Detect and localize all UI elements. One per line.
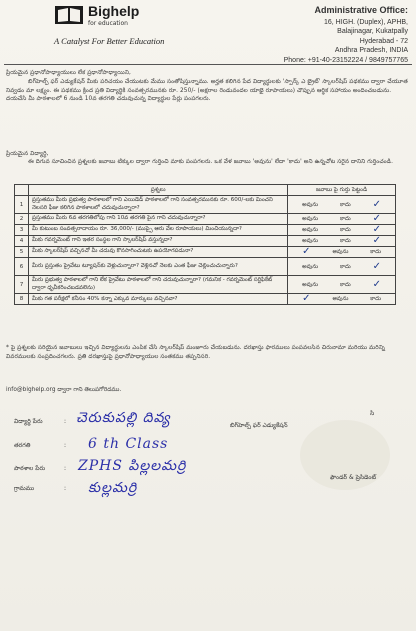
yes-option[interactable]: అవును — [302, 281, 319, 288]
organisation-signature: బిగ్‌హెల్ప్ ఫర్ ఎడ్యుకేషన్ — [230, 422, 288, 429]
question-text: మీకు గత పరీక్షలో కనీసం 40% కన్నా ఎక్కువ మార్కులు వచ్చినవా? — [28, 294, 287, 305]
yes-option[interactable]: అవును — [302, 201, 319, 208]
intro-paragraph: బిగ్‌హెల్ప్ ఫర్ ఎడ్యుకేషన్ మీకు పరిచయం చేయుటకు మేము సంతోషిస్తున్నాము. అర్హత కలిగిన పేద విద్యార్థులకు 'స్పార్క్ ఎ బ్రైట్' స్కాలర్‌షిప్ పథకము ద్వారా చేయూత నివ్వడం మా లక్ష్యం. ఈ పథకము క్రింద ప్రతి విద్యార్థికి సంవత్సరమునకు రూ. 250/- (అక్షరాల రెండువందల యాభై రూపాయలు) చొప్పున ఆర్థిక సహాయం అందించబడును. దయచేసి మీ పాఠశాలలో 6 నుండి 10వ తరగతి చదువుచున్న విద్యార్థుల పేర్లు పంపగలరు. — [6, 79, 408, 103]
tick-mark-icon: ✓ — [372, 224, 382, 236]
tagline: A Catalyst For Better Education — [54, 36, 165, 46]
school-label: పాఠశాల పేరు — [14, 465, 46, 472]
no-option[interactable]: కాదు — [339, 216, 351, 223]
row-number: 4 — [15, 236, 29, 247]
question-text: ప్రస్తుతము మీరు 6వ తరగతిలోపు గాని 10వ తరగతి పైన గాని చదువుచున్నారా? — [28, 214, 287, 225]
tick-mark-icon: ✓ — [372, 260, 382, 272]
question-text: మీకు గవర్నమెంట్ గాని ఇతర సంస్థల గాని స్కాలర్‌షిప్ వస్తున్నదా? — [28, 236, 287, 247]
founder-title: ఫౌండర్ & ప్రెసిడెంట్ — [330, 474, 377, 481]
salutation: ప్రియమైన ప్రధానోపాధ్యాయులు లేక ప్రధానోపాధ్యాయిని, — [6, 70, 131, 76]
tick-mark-icon: ✓ — [372, 278, 382, 290]
tick-mark-icon: ✓ — [302, 246, 311, 258]
colon: : — [64, 465, 67, 472]
office-line: Hyderabad - 72 — [359, 37, 408, 45]
tick-mark-icon: ✓ — [372, 235, 382, 247]
no-option[interactable]: కాదు — [339, 201, 351, 208]
yes-option[interactable]: అవును — [332, 296, 349, 303]
row-number: 3 — [15, 225, 29, 236]
yes-option[interactable]: అవును — [302, 227, 319, 234]
office-title: Administrative Office: — [314, 5, 408, 15]
table-row — [15, 236, 396, 247]
question-text: మీ కుటుంబ సంవత్సరాదాయం రూ. 36,000/- (ముప్పై ఆరు వేల రూపాయలు) మించియున్నదా? — [28, 225, 287, 236]
no-option[interactable]: కాదు — [370, 249, 382, 256]
table-row — [15, 214, 396, 225]
no-option[interactable]: కాదు — [339, 263, 351, 270]
table-row — [15, 225, 396, 236]
colon: : — [64, 442, 67, 449]
colon: : — [64, 485, 67, 492]
signature-mark: సి — [370, 410, 375, 417]
office-address — [258, 6, 408, 66]
table-header-num — [15, 185, 29, 196]
row-number: 2 — [15, 214, 29, 225]
tick-mark-icon: ✓ — [372, 213, 382, 225]
answer-cell[interactable] — [288, 225, 396, 236]
answer-cell[interactable] — [288, 247, 396, 258]
no-option[interactable]: కాదు — [339, 238, 351, 245]
answer-cell[interactable] — [288, 276, 396, 294]
tick-mark-icon: ✓ — [372, 198, 382, 210]
yes-option[interactable]: అవును — [302, 263, 319, 270]
yes-option[interactable]: అవును — [302, 216, 319, 223]
answer-cell[interactable] — [288, 196, 396, 214]
no-option[interactable]: కాదు — [339, 227, 351, 234]
table-header-questions: ప్రశ్నలు — [28, 185, 287, 196]
answer-cell[interactable] — [288, 294, 396, 305]
table-row — [15, 294, 396, 305]
row-number: 8 — [15, 294, 29, 305]
row-number: 6 — [15, 258, 29, 276]
contact-email: info@bighelp.org ద్వారా గాని తెలుపగోరెదము. — [6, 387, 122, 393]
table-header-answers: జవాబు పై గుర్తు పెట్టండి — [288, 185, 396, 196]
office-line: Andhra Pradesh, INDIA — [334, 47, 408, 55]
note-paragraph: * పై ప్రశ్నలకు సరియైన జవాబులు ఇచ్చిన విద్యార్థులను ఎంపిక చేసి స్కాలర్‌షిప్ మంజూరు చేయబడును. దరఖాస్తు ఫారములు పంపవలసిన చిరునామా మరియు మరిన్ని వివరములకు సంప్రదించగలరు. ప్రతి దరఖాస్తుపై ప్రధానోపాధ్యాయుల సంతకము తప్పనిసరి. — [6, 345, 385, 360]
student-name-handwritten: చెరుకుపల్లి దివ్య — [76, 410, 171, 426]
question-text: ప్రస్తుతము మీరు ప్రభుత్వ పాఠశాలలో గాని ఎయిడెడ్ పాఠశాలలో గాని సంవత్సరమునకు రూ. 600/-లకు మించని నెలసరి ఫీజు కలిగిన పాఠశాలలో చదువుచున్నారా? — [28, 196, 287, 214]
table-row — [15, 276, 396, 294]
office-line: 16, HIGH. (Duplex), APHB, — [323, 18, 408, 26]
table-header-row — [15, 185, 396, 196]
colon: : — [64, 418, 67, 425]
no-option[interactable]: కాదు — [370, 296, 382, 303]
brand-name: Bighelp — [88, 3, 140, 19]
school-handwritten: ZPHS పిల్లలమర్రి — [78, 458, 187, 474]
no-option[interactable]: కాదు — [339, 281, 351, 288]
table-row — [15, 196, 396, 214]
question-text: మీరు ప్రభుత్వ పాఠశాలలో గాని లేక ప్రైవేటు పాఠశాలలో గాని చదువుచున్నారా? (గమనిక - గవర్నమెంట్ సర్టిఫికేట్ ద్వారా ధృవీకరించబడవలెను) — [28, 276, 287, 294]
row-number: 1 — [15, 196, 29, 214]
village-label: గ్రామము — [14, 485, 35, 492]
office-line: Balajinagar, Kukatpally — [337, 28, 408, 36]
instructions-paragraph: ఈ దిగువ సూచించిన ప్రశ్నలకు జవాబు టిక్కుల ద్వారా గుర్తించి మాకు పంపగలరు. ఒక వేళ జవాబు 'అవును' లేదా 'కాదు' అని ఉన్నచోట సరైన దానిని గుర్తించండి. — [28, 159, 394, 165]
answer-cell[interactable] — [288, 258, 396, 276]
table-row — [15, 247, 396, 258]
class-label: తరగతి — [14, 442, 31, 449]
tick-mark-icon: ✓ — [302, 293, 311, 305]
brand-subtitle: for education — [88, 20, 128, 27]
yes-option[interactable]: అవును — [302, 238, 319, 245]
student-salutation: ప్రియమైన విద్యార్థి, — [6, 151, 49, 157]
class-handwritten: 6 th Class — [88, 436, 169, 452]
row-number: 5 — [15, 247, 29, 258]
question-text: మీకు స్కాలర్‌షిప్ వచ్చినచో మీ చదువు కొనసాగించుటకు ఉపయోగపడునా? — [28, 247, 287, 258]
question-text: మీరు ప్రస్తుతం ప్రైవేటు ట్యూషన్‌కు వెళ్లుచున్నారా? వెళ్లినచో నెలకు ఎంత ఫీజు చెల్లించుచున్నారు? — [28, 258, 287, 276]
table-row — [15, 258, 396, 276]
yes-option[interactable]: అవును — [332, 249, 349, 256]
office-phone: Phone: +91-40-23152224 / 9849757765 — [283, 56, 408, 64]
name-label: విద్యార్థి పేరు — [14, 418, 43, 425]
answer-cell[interactable] — [288, 214, 396, 225]
answer-cell[interactable] — [288, 236, 396, 247]
village-handwritten: కుల్లమర్రి — [88, 480, 138, 496]
questions-table — [14, 184, 396, 305]
row-number: 7 — [15, 276, 29, 294]
header-divider — [4, 64, 412, 65]
bighelp-logo-icon — [54, 4, 84, 26]
